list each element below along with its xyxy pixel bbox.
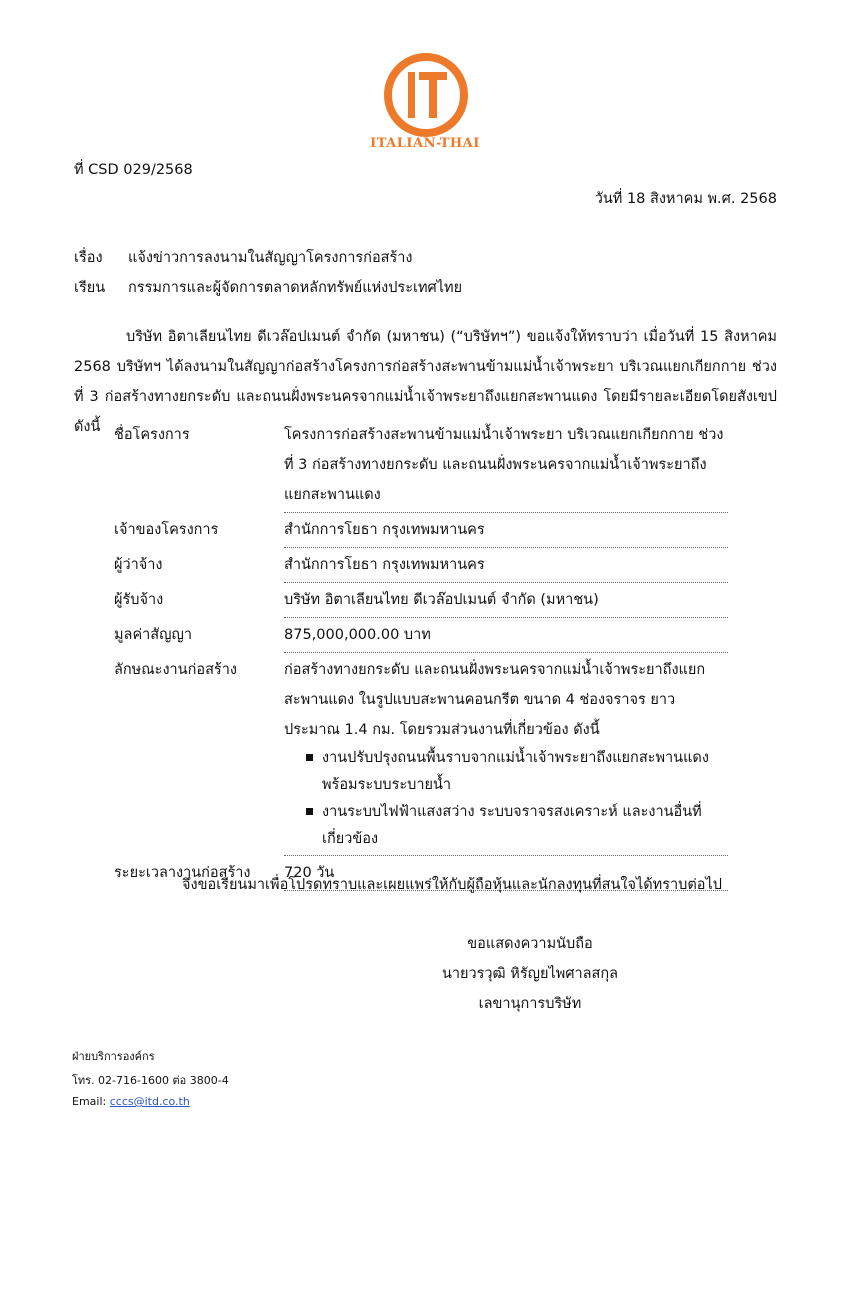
detail-value: โครงการก่อสร้างสะพานข้ามแม่น้ำเจ้าพระยา บริเวณแยกเกียกกาย ช่วงที่ 3 ก่อสร้างทางยกระดับ และถนนฝั่งพระนครจากแม่น้ำเจ้าพระยาถึงแยกสะพานแดง xyxy=(284,418,728,513)
logo-brand-text: ITALIAN-THAI xyxy=(370,136,480,151)
recipient-label: เรียน xyxy=(74,280,106,296)
footer-email-link[interactable]: cccs@itd.co.th xyxy=(109,1095,190,1108)
detail-row-owner xyxy=(114,513,728,548)
detail-value: สำนักการโยธา กรุงเทพมหานคร xyxy=(284,513,728,548)
body-paragraph-text: บริษัท อิตาเลียนไทย ดีเวล๊อปเมนต์ จำกัด (มหาชน) (“บริษัทฯ”) ขอแจ้งให้ทราบว่า เมื่อวันที่ 15 สิงหาคม 2568 บริษัทฯ ได้ลงนามในสัญญาก่อสร้างโครงการก่อสร้างสะพานข้ามแม่น้ำเจ้าพระยา บริเวณแยกเกียกกาย ช่วงที่ 3 ก่อสร้างทางยกระดับ และถนนฝั่งพระนครจากแม่น้ำเจ้าพระยาถึงแยกสะพานแดง โดยมีรายละเอียดโดยสังเขป ดังนี้ xyxy=(74,329,777,435)
detail-row-project-name xyxy=(114,418,728,513)
scope-bullet-item: งานปรับปรุงถนนพื้นราบจากแม่น้ำเจ้าพระยาถึงแยกสะพานแดง พร้อมระบบระบายน้ำ xyxy=(306,745,728,799)
detail-value: สำนักการโยธา กรุงเทพมหานคร xyxy=(284,548,728,583)
project-details-table xyxy=(114,418,728,891)
scope-bullet-item: งานระบบไฟฟ้าแสงสว่าง ระบบจราจรสงเคราะห์ และงานอื่นที่เกี่ยวข้อง xyxy=(306,799,728,853)
detail-label: ผู้รับจ้าง xyxy=(114,592,164,608)
footer-email-line xyxy=(72,1095,190,1108)
footer-department: ฝ่ายบริการองค์กร xyxy=(72,1050,155,1063)
footer-email-label: Email: xyxy=(72,1095,107,1108)
footer-phone: โทร. 02-716-1600 ต่อ 3800-4 xyxy=(72,1074,229,1087)
signatory-title: เลขานุการบริษัท xyxy=(478,996,582,1012)
logo-mark-icon xyxy=(381,50,471,140)
letter-date: วันที่ 18 สิงหาคม พ.ศ. 2568 xyxy=(594,191,777,207)
detail-label: ชื่อโครงการ xyxy=(114,427,190,443)
detail-row-employer xyxy=(114,548,728,583)
reference-number: ที่ CSD 029/2568 xyxy=(74,162,193,178)
signature-salutation: ขอแสดงความนับถือ xyxy=(467,936,593,952)
detail-label: ลักษณะงานก่อสร้าง xyxy=(114,662,237,678)
recipient-text: กรรมการและผู้จัดการตลาดหลักทรัพย์แห่งประเทศไทย xyxy=(128,280,463,296)
closing-sentence: จึงขอเรียนมาเพื่อโปรดทราบและเผยแพร่ให้กับผู้ถือหุ้นและนักลงทุนที่สนใจได้ทราบต่อไป xyxy=(182,877,722,893)
detail-row-contract-value xyxy=(114,618,728,653)
detail-value: 720 วัน xyxy=(284,856,728,891)
scope-bullet-list xyxy=(284,745,728,853)
subject-label: เรื่อง xyxy=(74,250,103,266)
subject-text: แจ้งข่าวการลงนามในสัญญาโครงการก่อสร้าง xyxy=(128,250,413,266)
detail-label: เจ้าของโครงการ xyxy=(114,522,219,538)
detail-label: ผู้ว่าจ้าง xyxy=(114,557,163,573)
detail-row-scope xyxy=(114,653,728,856)
scope-description: ก่อสร้างทางยกระดับ และถนนฝั่งพระนครจากแม่น้ำเจ้าพระยาถึงแยกสะพานแดง ในรูปแบบสะพานคอนกรีต ขนาด 4 ช่องจราจร ยาวประมาณ 1.4 กม. โดยรวมส่วนงานที่เกี่ยวข้อง ดังนี้ xyxy=(284,662,706,738)
detail-label: ระยะเวลางานก่อสร้าง xyxy=(114,865,251,881)
detail-value: บริษัท อิตาเลียนไทย ดีเวล๊อปเมนต์ จำกัด (มหาชน) xyxy=(284,583,728,618)
detail-label: มูลค่าสัญญา xyxy=(114,627,192,643)
detail-value xyxy=(284,653,728,856)
detail-value: 875,000,000.00 บาท xyxy=(284,618,728,653)
detail-row-contractor xyxy=(114,583,728,618)
signatory-name: นายวรวุฒิ หิรัญยไพศาลสกุล xyxy=(441,966,619,982)
